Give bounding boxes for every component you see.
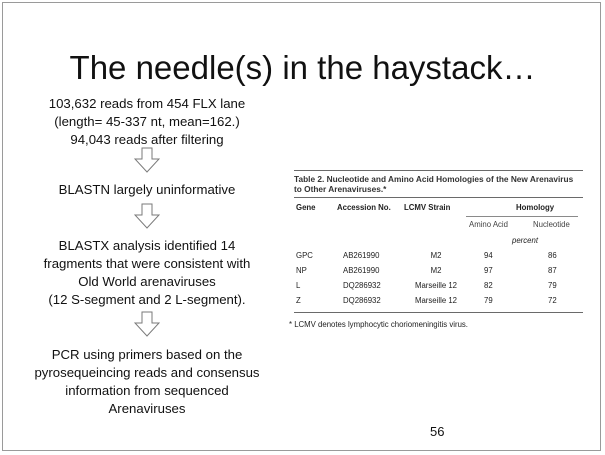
header-nucleotide: Nucleotide [533,220,570,229]
flow-line: BLASTN largely uninformative [58,182,236,197]
down-arrow-icon [134,147,160,173]
cell-accession: AB261990 [343,266,380,275]
cell-strain: M2 [430,266,442,275]
cell-gene: NP [296,266,307,275]
cell-gene: Z [296,296,301,305]
table-label: Table 2. [294,174,325,184]
down-arrow-icon [134,311,160,337]
table-caption-rule [294,197,583,198]
flow-step-blastn [22,181,272,199]
flow-line: BLASTX analysis identified 14 [58,238,236,253]
flow-step-blastx [22,237,272,309]
cell-accession: DQ286932 [343,281,381,290]
flow-line: pyrosequeincing reads and consensus [34,365,260,380]
homology-table [288,162,591,337]
flow-line: 94,043 reads after filtering [70,132,224,147]
cell-nucleotide: 87 [548,266,557,275]
cell-strain: Marseille 12 [414,296,458,305]
flow-line: Old World arenaviruses [78,274,216,289]
cell-amino-acid: 94 [484,251,493,260]
table-bottom-rule [294,312,583,313]
flow-line: (12 S-segment and 2 L-segment). [48,292,246,307]
header-strain: LCMV Strain [404,203,451,212]
table-caption [294,174,586,194]
flow-step-pcr [22,346,272,418]
flow-line: information from sequenced [65,383,229,398]
cell-gene: L [296,281,301,290]
cell-strain: Marseille 12 [414,281,458,290]
table-footnote: * LCMV denotes lymphocytic choriomeningitis virus. [289,320,468,329]
header-homology: Homology [516,203,555,212]
flow-line: 103,632 reads from 454 FLX lane [48,96,246,111]
table-caption-line1: Nucleotide and Amino Acid Homologies of the New Arenavirus [324,174,574,184]
table-top-rule [294,170,583,171]
flow-line: Arenaviruses [108,401,186,416]
cell-amino-acid: 97 [484,266,493,275]
cell-nucleotide: 86 [548,251,557,260]
slide-title: The needle(s) in the haystack… [69,49,536,86]
cell-nucleotide: 79 [548,281,557,290]
header-accession: Accession No. [337,203,391,212]
cell-gene: GPC [296,251,313,260]
cell-accession: DQ286932 [343,296,381,305]
cell-amino-acid: 79 [484,296,493,305]
flow-line: (length= 45-337 nt, mean=162.) [54,114,240,129]
cell-accession: AB261990 [343,251,380,260]
cell-strain: M2 [430,251,442,260]
flow-step-reads [22,95,272,149]
homology-rule [466,216,578,217]
header-gene: Gene [296,203,316,212]
cell-amino-acid: 82 [484,281,493,290]
cell-nucleotide: 72 [548,296,557,305]
flow-line: fragments that were consistent with [43,256,251,271]
flow-line: PCR using primers based on the [51,347,243,362]
down-arrow-icon [134,203,160,229]
header-amino-acid: Amino Acid [469,220,509,229]
table-caption-line2: to Other Arenaviruses.* [294,184,387,194]
page-number: 56 [430,424,445,439]
unit-percent: percent [512,236,539,245]
